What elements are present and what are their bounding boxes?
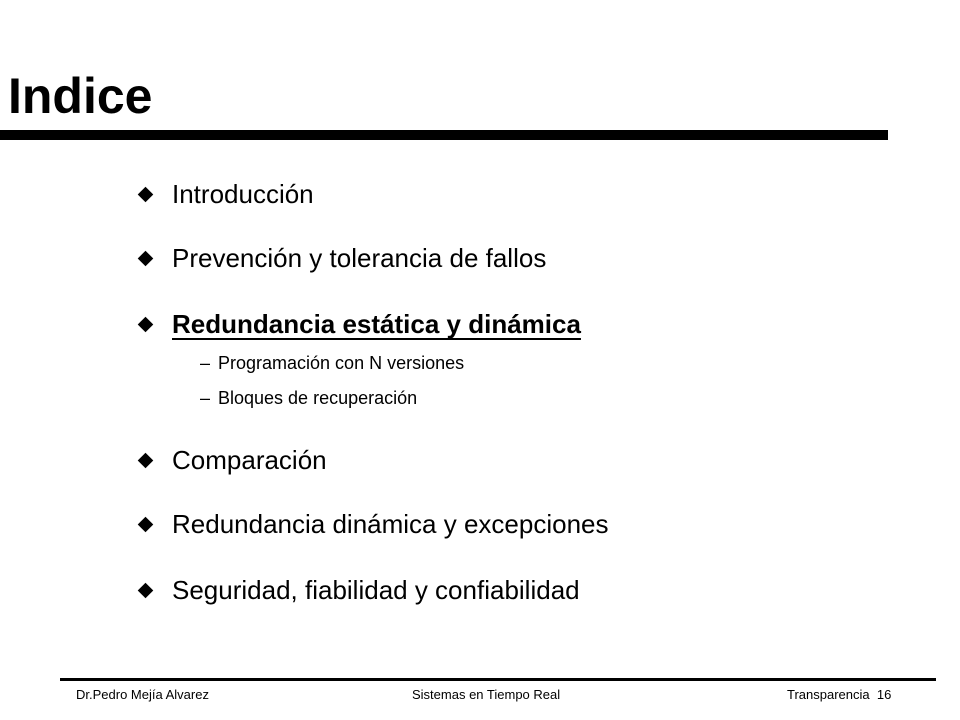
bullet-label: Seguridad, fiabilidad y confiabilidad (172, 575, 580, 605)
diamond-bullet-icon (138, 186, 154, 202)
bullet-label: Comparación (172, 445, 327, 475)
footer-rule (60, 678, 936, 681)
bullet-item-redundancia-estatica (136, 306, 581, 342)
subitem-label: Programación con N versiones (218, 352, 465, 373)
bullet-item-introduccion (136, 176, 314, 212)
bullet-item-prevencion (136, 240, 546, 276)
bullet-label: Introducción (172, 179, 314, 209)
diamond-bullet-icon (138, 516, 154, 532)
subitem-bloques-recuperacion (200, 386, 417, 410)
footer-page-number: 16 (876, 687, 892, 702)
diamond-bullet-icon (138, 582, 154, 598)
bullet-item-redundancia-dinamica (136, 506, 609, 542)
footer-page (787, 687, 891, 703)
bullet-label: Redundancia dinámica y excepciones (172, 509, 609, 539)
diamond-bullet-icon (138, 452, 154, 468)
subitem-label: Bloques de recuperación (218, 387, 418, 408)
diamond-bullet-icon (138, 250, 154, 266)
title-underline-rule (0, 130, 888, 140)
diamond-bullet-icon (138, 316, 154, 332)
dash-bullet: – (200, 352, 211, 373)
bullet-item-comparacion (136, 442, 327, 478)
bullet-label: Prevención y tolerancia de fallos (172, 243, 547, 273)
footer-course: Sistemas en Tiempo Real (412, 687, 561, 702)
footer-author: Dr.Pedro Mejía Alvarez (76, 687, 209, 702)
footer-page-label: Transparencia (787, 687, 870, 702)
slide-title: Indice (8, 68, 153, 124)
subitem-programacion-n-versiones (200, 351, 464, 375)
dash-bullet: – (200, 387, 211, 408)
bullet-label-current: Redundancia estática y dinámica (172, 309, 581, 339)
bullet-item-seguridad (136, 572, 580, 608)
